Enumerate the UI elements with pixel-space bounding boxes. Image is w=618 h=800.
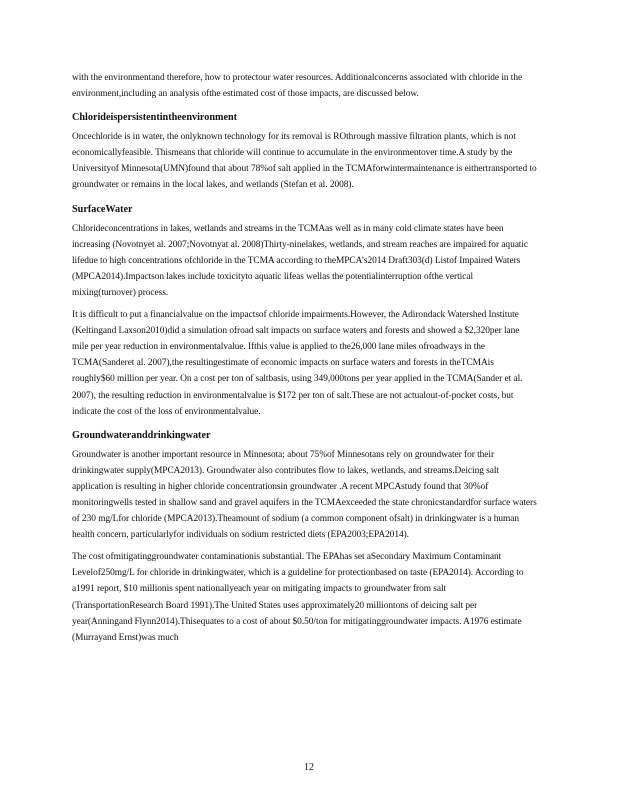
section-chloride-persistent <box>72 110 538 193</box>
section-heading: Chlorideispersistentintheenvironment <box>72 112 238 124</box>
body-paragraph: Chlorideconcentrations in lakes, wetlands and streams in the TCMAas well as in many cold climate states have been increasing (Novotnyet al. 2007;Novotnyat al. 2008)Thirty-ninelakes, wetlands, and stream reaches are impaired for aquatic lifedue to high concentrations ofchloride in the TCMA according to theMPCA’s2014 Draft303(d) Listof Impaired Waters (MPCA2014).Impactson lakes include toxicityto aquatic lifeas wellas the potentialinterruption ofthe vertical mixing(turnover) process. <box>72 223 529 298</box>
body-paragraph: Oncechloride is in water, the onlyknown technology for its removal is ROthrough massive filtration plants, which is not economicallyfeasible. Thismeans that chloride will continue to accumulate in the environmentover time.A study by the Universityof Minnesota(UMN)found that about 78%of salt applied in the TCMAforwintermaintenance is eithertransported to groundwater or remains in the local lakes, and wetlands (Stefan et al. 2008). <box>72 132 537 191</box>
section-heading: SurfaceWater <box>72 203 133 215</box>
body-paragraph: Groundwater is another important resource in Minnesota; about 75%of Minnesotans rely on groundwater for their drinkingwater supply(MPCA2013). Groundwater also contributes flow to lakes, wetlands, and streams.Deicing salt application is resulting in higher chloride concentrationsin groundwater .A recent MPCAstudy found that 30%of monitoringwells tested in shallow sand and gravel aquifers in the TCMAexceeded the state chronicstandardfor surface waters of 230 mg/Lfor chloride (MPCA2013).Theamount of sodium (a common component ofsalt) in drinkingwater is a human health concern, particularlyfor individuals on sodium restricted diets (EPA2003;EPA2014). <box>72 449 537 541</box>
page-number: 12 <box>304 762 314 773</box>
section-surface-water <box>72 202 538 420</box>
section-heading: Groundwateranddrinkingwater <box>72 429 211 441</box>
body-paragraph: The cost ofmitigatinggroundwater contaminationis substantial. The EPAhas set aSecondary Maximum Contaminant Levelof250mg/L for chloride in drinkingwater, which is a guideline for protectionbased on taste (EPA2014). According to a1991 report, $10 millionis spent nationallyeach year on mitigating impacts to groundwater from salt (TransportationResearch Board 1991).The United States uses approximately20 milliontons of deicing salt per year(Anningand Flynn2014).Thisequates to a cost of about $0.50/ton for mitigatinggroundwater impacts. A1976 estimate (Murrayand Ernst)was much <box>72 552 524 643</box>
body-paragraph: It is difficult to put a financialvalue on the impactsof chloride impairments.However, the Adirondack Watershed Institute (Keltingand Laxson2010)did a simulation ofroad salt impacts on surface waters and forests and showed a $2,320per lane mile per year reduction in environmentalvalue. Ifthis value is applied to the26,000 lane miles ofroadways in the TCMA(Sanderet al. 2007),the resultingestimate of economic impacts on surface waters and forests in theTCMAis roughly$60 million per year. On a cost per ton of saltbasis, using 349,000tons per year applied in the TCMA(Sander et al. 2007), the resulting reduction in environmentalvalue is $172 per ton of salt.These are not actualout-of-pocket costs, but indicate the cost of the loss of environmentalvalue. <box>72 310 523 417</box>
section-groundwater <box>72 428 538 646</box>
intro-paragraph: with the environmentand therefore, how to protectour water resources. Additionalconcerns associated with chloride in the environment,including an analysis ofthe estimated cost of those impacts, are discussed below. <box>72 73 523 100</box>
